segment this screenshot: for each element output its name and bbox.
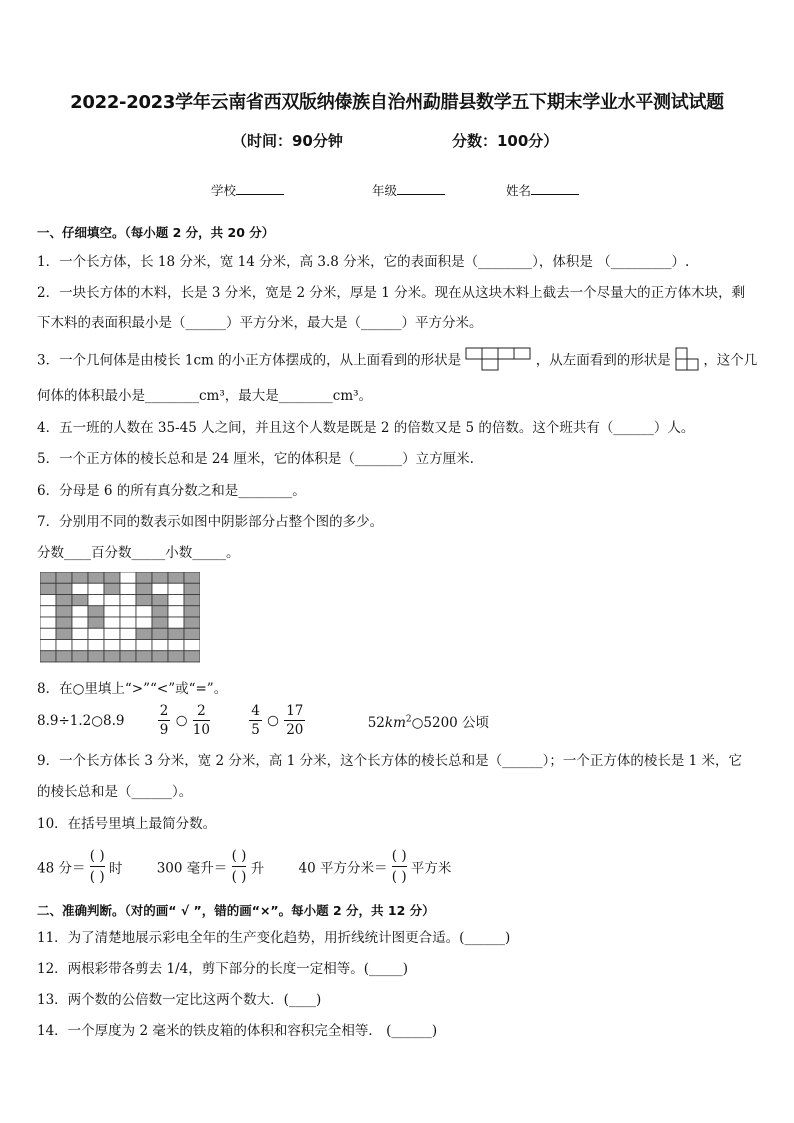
- question-7b: 分数____百分数_____小数_____。: [37, 545, 240, 561]
- grid-cell: [88, 583, 104, 594]
- grid-cell: [104, 595, 120, 606]
- question-8-items: [37, 702, 489, 739]
- q10-c-fraction-blank[interactable]: ( ) ( ): [391, 848, 407, 885]
- q8-circle-c[interactable]: ○: [267, 712, 279, 729]
- name-blank[interactable]: [531, 182, 579, 195]
- grid-cell: [40, 628, 56, 639]
- grid-cell: [104, 628, 120, 639]
- grid-cell: [184, 640, 200, 651]
- left-view-shape-icon: [675, 347, 699, 375]
- grid-cell: [184, 583, 200, 594]
- question-10-items: [37, 846, 451, 887]
- grid-cell: [40, 583, 56, 594]
- question-2a: 2．一块长方体的木料，长是 3 分米，宽是 2 分米，厚是 1 分米。现在从这块木料上截去一个尽量大的正方体木块，剩: [37, 285, 746, 301]
- question-7: 7．分别用不同的数表示如图中阴影部分占整个图的多少。: [37, 514, 384, 530]
- grid-cell: [56, 640, 72, 651]
- name-label: 姓名: [506, 183, 532, 198]
- section2-heading: 二、准确判断。（对的画“ √ ”，错的画“×”。每小题 2 分，共 12 分）: [37, 903, 435, 918]
- grade-blank[interactable]: [397, 182, 445, 195]
- grid-cell: [88, 640, 104, 651]
- grid-cell: [104, 572, 120, 583]
- grid-cell: [40, 640, 56, 651]
- grid-cell: [184, 617, 200, 628]
- q10-c-post: 平方米: [410, 860, 452, 877]
- grade-label: 年级: [372, 183, 398, 198]
- q10-b-pre: 300 毫升＝: [156, 860, 228, 877]
- grid-cell: [136, 595, 152, 606]
- q10-c-pre: 40 平方分米＝: [298, 860, 388, 877]
- grade-field[interactable]: [372, 181, 445, 199]
- q8-frac-b1: $\frac{2}{9}$: [159, 703, 169, 738]
- grid-cell: [40, 606, 56, 617]
- q8-item-a: 8.9÷1.2○8.9: [37, 712, 125, 729]
- q8-frac-b2: $\frac{2}{10}$: [192, 703, 210, 738]
- grid-cell: [120, 572, 136, 583]
- grid-cell: [168, 640, 184, 651]
- grid-cell: [72, 617, 88, 628]
- q8-item-d: $52km^2○5200$ 公顷: [367, 714, 490, 731]
- q8-frac-c2: $\frac{17}{20}$: [286, 703, 304, 738]
- grid-cell: [72, 595, 88, 606]
- grid-cell: [120, 606, 136, 617]
- grid-cell: [40, 651, 56, 662]
- grid-cell: [136, 651, 152, 662]
- grid-cell: [120, 595, 136, 606]
- question-3b: 何体的体积最小是________cm³，最大是________cm³。: [37, 388, 373, 404]
- grid-cell: [120, 628, 136, 639]
- grid-cell: [104, 640, 120, 651]
- page-title: 2022-2023学年云南省西双版纳傣族自治州勐腊县数学五下期末学业水平测试试题: [70, 92, 724, 113]
- question-5: 5．一个正方体的棱长总和是 24 厘米，它的体积是（_______）立方厘米.: [37, 451, 474, 467]
- grid-cell: [152, 617, 168, 628]
- grid-cell: [152, 572, 168, 583]
- grid-cell: [136, 640, 152, 651]
- grid-cell: [88, 651, 104, 662]
- grid-cell: [184, 606, 200, 617]
- grid-cell: [168, 583, 184, 594]
- grid-cell: [72, 606, 88, 617]
- grid-cell: [40, 595, 56, 606]
- school-blank[interactable]: [236, 182, 284, 195]
- grid-cell: [72, 640, 88, 651]
- question-11: 11．为了清楚地展示彩电全年的生产变化趋势，用折线统计图更合适。(______): [37, 930, 511, 946]
- school-label: 学校: [211, 183, 237, 198]
- q3-text-pre: 3．一个几何体是由棱长 1cm 的小正方体摆成的，从上面看到的形状是: [37, 352, 462, 369]
- grid-cell: [40, 617, 56, 628]
- grid-cell: [120, 583, 136, 594]
- grid-cell: [136, 606, 152, 617]
- grid-cell: [152, 628, 168, 639]
- grid-cell: [136, 583, 152, 594]
- question-9b: 的棱长总和是（______）。: [37, 784, 193, 800]
- grid-cell: [168, 606, 184, 617]
- grid-cell: [72, 583, 88, 594]
- grid-cell: [72, 651, 88, 662]
- grid-cell: [88, 628, 104, 639]
- q10-b-fraction-blank[interactable]: ( ) ( ): [231, 848, 247, 885]
- grid-cell: [56, 583, 72, 594]
- grid-cell: [120, 617, 136, 628]
- question-12: 12．两根彩带各剪去 1/4，剪下部分的长度一定相等。(_____): [37, 961, 408, 977]
- school-field[interactable]: [211, 181, 284, 199]
- grid-cell: [88, 572, 104, 583]
- grid-cell: [56, 651, 72, 662]
- grid-cell: [168, 617, 184, 628]
- grid-cell: [168, 572, 184, 583]
- q8-circle-b[interactable]: ○: [175, 712, 188, 729]
- grid-cell: [136, 572, 152, 583]
- section1-heading: 一、仔细填空。（每小题 2 分，共 20 分）: [37, 225, 275, 240]
- grid-cell: [88, 617, 104, 628]
- question-8: 8．在○里填上“>”“<”或“=”。: [37, 681, 228, 697]
- grid-cell: [104, 583, 120, 594]
- question-4: 4．五一班的人数在 35-45 人之间，并且这个人数是既是 2 的倍数又是 5 的倍数。这个班共有（______）人。: [37, 420, 695, 436]
- grid-cell: [184, 651, 200, 662]
- grid-cell: [104, 617, 120, 628]
- q10-b-post: 升: [250, 860, 265, 877]
- shaded-grid-figure: [40, 572, 200, 668]
- grid-cell: [104, 651, 120, 662]
- question-14: 14．一个厚度为 2 毫米的铁皮箱的体积和容积完全相等． (______): [37, 1023, 438, 1039]
- exam-score: 分数：100分）: [452, 132, 559, 150]
- top-view-shape-icon: [465, 347, 531, 375]
- grid-cell: [168, 628, 184, 639]
- grid-cell: [136, 617, 152, 628]
- grid-cell: [56, 628, 72, 639]
- question-9a: 9．一个长方体长 3 分米，宽 2 分米，高 1 分米，这个长方体的棱长总和是（______）；一个正方体的棱长是 1 米，它: [37, 753, 743, 769]
- grid-cell: [56, 617, 72, 628]
- grid-cell: [56, 572, 72, 583]
- grid-cell: [104, 606, 120, 617]
- grid-cell: [72, 628, 88, 639]
- grid-cell: [56, 595, 72, 606]
- question-1: 1．一个长方体，长 18 分米，宽 14 分米，高 3.8 分米，它的表面积是（________），体积是 （_________）.: [37, 254, 690, 270]
- question-13: 13．两个数的公倍数一定比这两个数大．(____): [37, 992, 322, 1008]
- grid-cell: [120, 651, 136, 662]
- grid-cell: [88, 595, 104, 606]
- grid-cell: [40, 572, 56, 583]
- grid-cell: [136, 628, 152, 639]
- name-field[interactable]: [506, 181, 579, 199]
- grid-cell: [184, 628, 200, 639]
- question-6: 6．分母是 6 的所有真分数之和是________。: [37, 483, 306, 499]
- grid-cell: [184, 595, 200, 606]
- question-10: 10．在括号里填上最简分数。: [37, 816, 217, 832]
- grid-cell: [152, 651, 168, 662]
- question-3a: [37, 347, 757, 375]
- grid-cell: [88, 606, 104, 617]
- grid-cell: [152, 595, 168, 606]
- grid-cell: [168, 651, 184, 662]
- question-2b: 下木料的表面积最小是（______）平方分米，最大是（______）平方分米。: [37, 315, 483, 331]
- grid-cell: [152, 606, 168, 617]
- q8-frac-c1: $\frac{4}{5}$: [251, 703, 260, 738]
- q10-a-fraction-blank[interactable]: ( ) ( ): [89, 848, 105, 885]
- grid-cell: [120, 640, 136, 651]
- grid-cell: [56, 606, 72, 617]
- grid-cell: [152, 640, 168, 651]
- q10-a-post: 时: [108, 860, 123, 877]
- grid-cell: [72, 572, 88, 583]
- grid-cell: [168, 595, 184, 606]
- q10-a-pre: 48 分＝: [37, 860, 86, 877]
- q3-text-mid: ，从左面看到的形状是: [535, 352, 671, 369]
- grid-cell: [152, 583, 168, 594]
- q3-text-post: ，这个几: [703, 352, 758, 369]
- grid-cell: [184, 572, 200, 583]
- exam-time: （时间：90分钟: [232, 132, 343, 150]
